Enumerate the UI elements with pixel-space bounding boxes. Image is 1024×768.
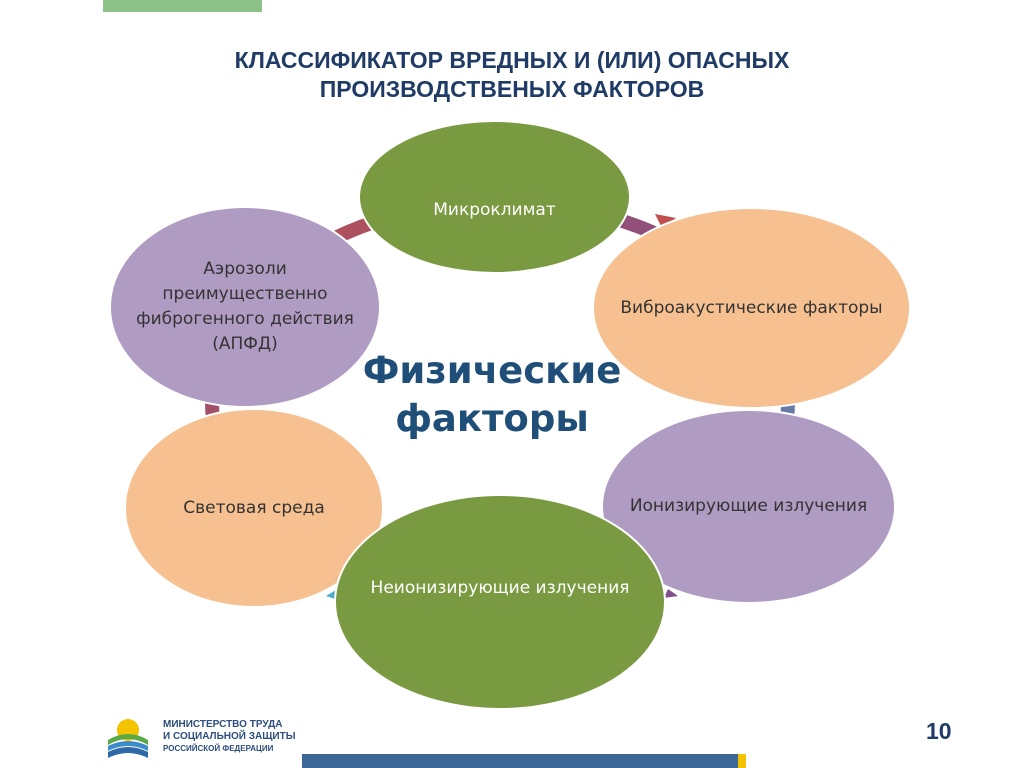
- title-line-2: ПРОИЗВОДСТВЕНЫХ ФАКТОРОВ: [319, 76, 705, 102]
- ministry-name: [163, 719, 296, 755]
- node-light-environment-label: Световая среда: [183, 497, 325, 518]
- node-apfd-label: Аэрозоли преимущественно фиброгенного действия (АПФД): [136, 259, 354, 354]
- ministry-line-1: МИНИСТЕРСТВО ТРУДА: [163, 719, 283, 730]
- node-non-ionizing-radiation: [334, 494, 666, 710]
- footer-bar-accent: [738, 754, 746, 768]
- title-line-1: КЛАССИФИКАТОР ВРЕДНЫХ И (ИЛИ) ОПАСНЫХ: [234, 47, 790, 73]
- footer-bar: [302, 754, 738, 768]
- ministry-line-2: И СОЦИАЛЬНОЙ ЗАЩИТЫ: [163, 731, 296, 742]
- page-number: 10: [926, 718, 952, 744]
- node-ionizing-radiation-label: Ионизирующие излучения: [629, 496, 868, 516]
- center-label: [352, 347, 632, 443]
- ministry-logo-icon: [106, 714, 150, 762]
- node-vibroacoustic-label: Виброакустические факторы: [620, 297, 883, 318]
- center-label-line-1: Физические: [362, 349, 622, 392]
- center-label-line-2: факторы: [395, 397, 589, 440]
- node-microclimate: [358, 120, 631, 274]
- node-non-ionizing-radiation-label: Неионизирующие излучения: [370, 578, 630, 598]
- ministry-line-3: РОССИЙСКОЙ ФЕДЕРАЦИИ: [163, 744, 274, 753]
- node-vibroacoustic: [592, 207, 911, 409]
- logo-wave-blue-2: [108, 747, 148, 758]
- node-apfd: [109, 206, 381, 408]
- node-microclimate-label: Микроклимат: [433, 200, 556, 220]
